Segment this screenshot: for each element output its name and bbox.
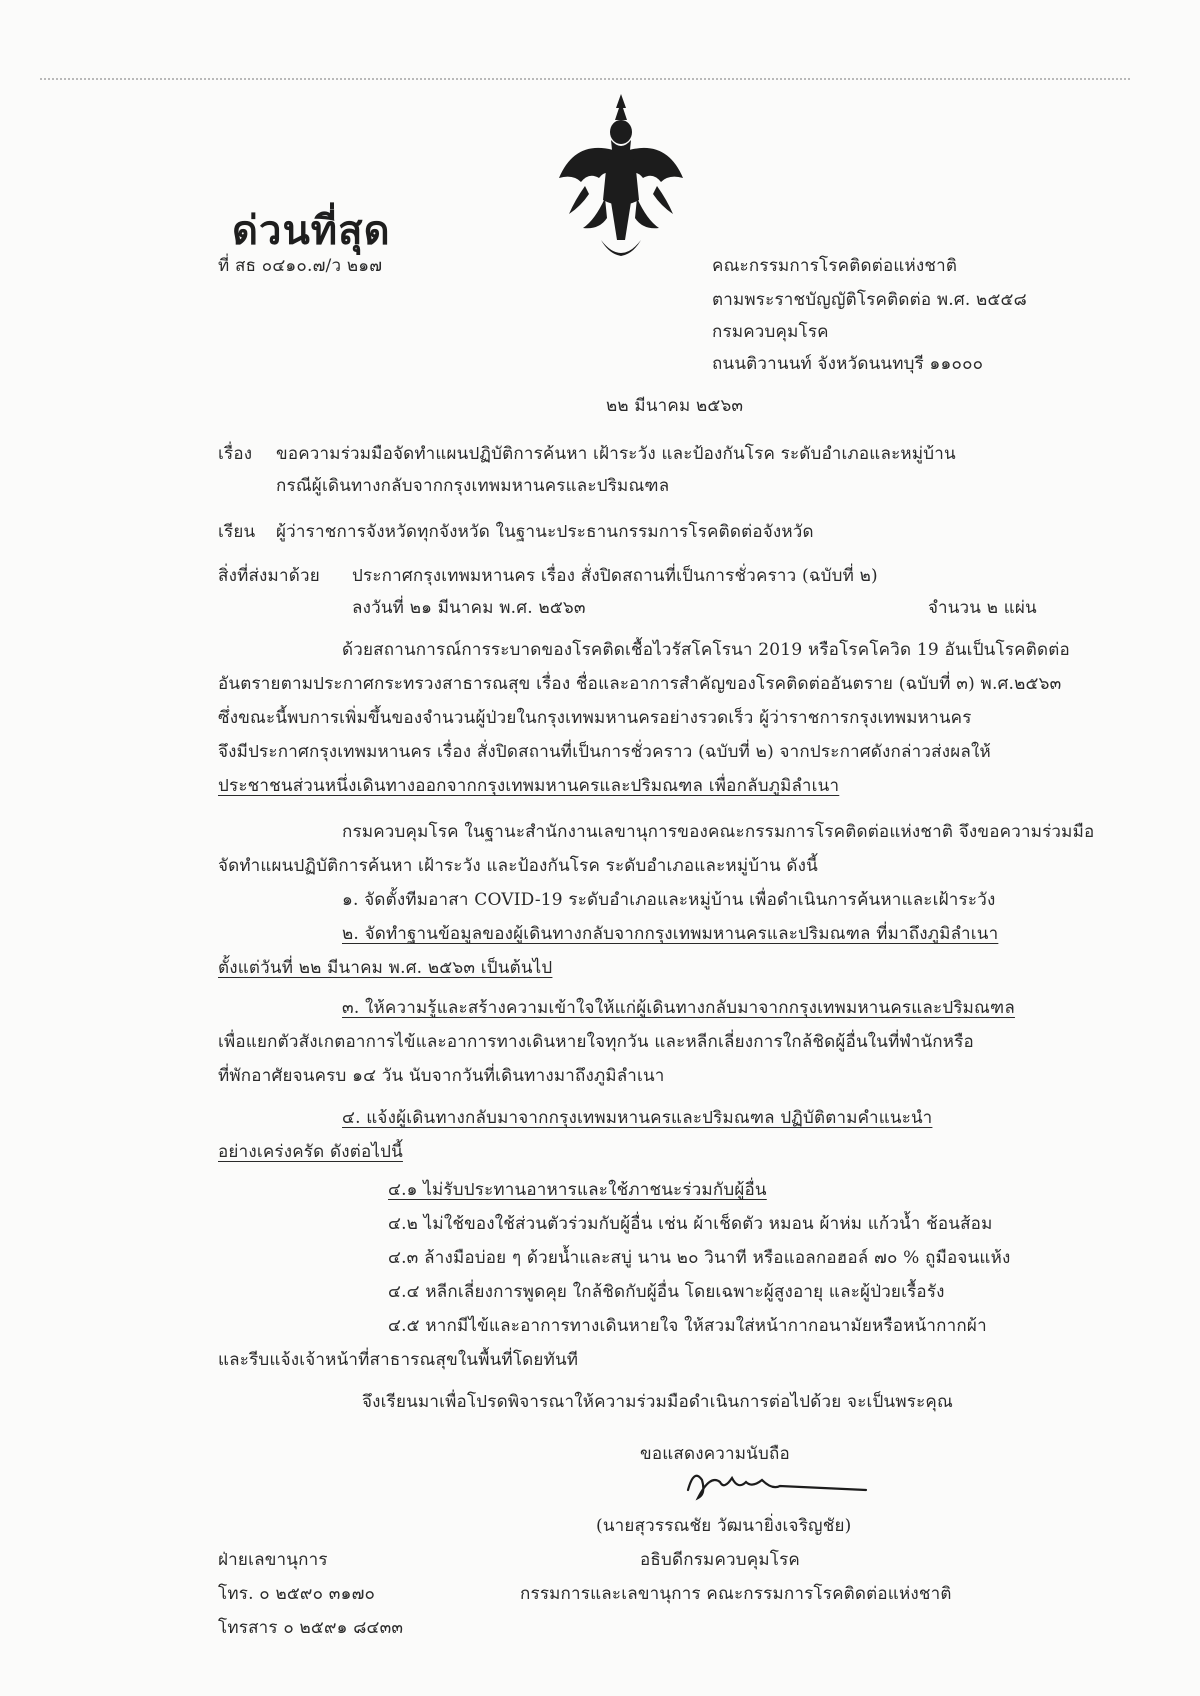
closing-sentence: จึงเรียนมาเพื่อโปรดพิจารณาให้ความร่วมมือดำเนินการต่อไปด้วย จะเป็นพระคุณ xyxy=(362,1392,953,1412)
item-3-line-1: ๓. ให้ความรู้และสร้างความเข้าใจให้แก่ผู้เดินทางกลับมาจากกรุงเทพมหานครและปริมณฑล xyxy=(342,998,1015,1018)
signature-mark xyxy=(680,1460,870,1506)
paragraph-1-line-5: ประชาชนส่วนหนึ่งเดินทางออกจากกรุงเทพมหานครและปริมณฑล เพื่อกลับภูมิลำเนา xyxy=(218,776,840,796)
signatory-title-1: อธิบดีกรมควบคุมโรค xyxy=(640,1550,800,1570)
document-date: ๒๒ มีนาคม ๒๕๖๓ xyxy=(606,396,744,416)
subitem-4-5-line-1: ๔.๕ หากมีไข้และอาการทางเดินหายใจ ให้สวมใส่หน้ากากอนามัยหรือหน้ากากผ้า xyxy=(388,1316,987,1336)
enclosure-line-1: ประกาศกรุงเทพมหานคร เรื่อง สั่งปิดสถานที่เป็นการชั่วคราว (ฉบับที่ ๒) xyxy=(352,566,878,586)
item-3-line-2: เพื่อแยกตัวสังเกตอาการไข้และอาการทางเดินหายใจทุกวัน และหลีกเลี่ยงการใกล้ชิดผู้อื่นในที่พำนักหรือ xyxy=(218,1032,974,1052)
recipient-label: เรียน xyxy=(218,522,256,542)
paragraph-2-line-2: จัดทำแผนปฏิบัติการค้นหา เฝ้าระวัง และป้องกันโรค ระดับอำเภอและหมู่บ้าน ดังนี้ xyxy=(218,856,818,876)
subject-line-1: ขอความร่วมมือจัดทำแผนปฏิบัติการค้นหา เฝ้าระวัง และป้องกันโรค ระดับอำเภอและหมู่บ้าน xyxy=(276,444,956,464)
regards-text: ขอแสดงความนับถือ xyxy=(640,1444,790,1464)
urgency-heading: ด่วนที่สุด xyxy=(232,207,391,254)
item-4-line-1: ๔. แจ้งผู้เดินทางกลับมาจากกรุงเทพมหานครและปริมณฑล ปฏิบัติตามคำแนะนำ xyxy=(342,1108,933,1128)
enclosure-label: สิ่งที่ส่งมาด้วย xyxy=(218,566,320,586)
item-4-line-2: อย่างเคร่งครัด ดังต่อไปนี้ xyxy=(218,1142,403,1162)
footer-department: ฝ่ายเลขานุการ xyxy=(218,1550,328,1570)
footer-fax: โทรสาร ๐ ๒๕๙๑ ๘๔๓๓ xyxy=(218,1618,404,1638)
garuda-emblem-icon xyxy=(555,90,687,268)
enclosure-count: จำนวน ๒ แผ่น xyxy=(928,598,1037,618)
sender-line-4: ถนนติวานนท์ จังหวัดนนทบุรี ๑๑๐๐๐ xyxy=(712,354,984,374)
item-2-line-1: ๒. จัดทำฐานข้อมูลของผู้เดินทางกลับจากกรุงเทพมหานครและปริมณฑล ที่มาถึงภูมิลำเนา xyxy=(342,924,999,944)
scan-artifact-line xyxy=(40,78,1130,80)
sender-line-2: ตามพระราชบัญญัติโรคติดต่อ พ.ศ. ๒๕๕๘ xyxy=(712,290,1027,310)
paragraph-1-line-4: จึงมีประกาศกรุงเทพมหานคร เรื่อง สั่งปิดสถานที่เป็นการชั่วคราว (ฉบับที่ ๒) จากประกาศดังกล่าวส่งผลให้ xyxy=(218,742,991,762)
subject-line-2: กรณีผู้เดินทางกลับจากกรุงเทพมหานครและปริมณฑล xyxy=(276,476,670,496)
sender-line-3: กรมควบคุมโรค xyxy=(712,322,829,342)
subitem-4-3: ๔.๓ ล้างมือบ่อย ๆ ด้วยน้ำและสบู่ นาน ๒๐ วินาที หรือแอลกอฮอล์ ๗๐ % ถูมือจนแห้ง xyxy=(388,1248,1011,1268)
subitem-4-2: ๔.๒ ไม่ใช้ของใช้ส่วนตัวร่วมกับผู้อื่น เช่น ผ้าเช็ดตัว หมอน ผ้าห่ม แก้วน้ำ ช้อนส้อม xyxy=(388,1214,993,1234)
paragraph-2-line-1: กรมควบคุมโรค ในฐานะสำนักงานเลขานุการของคณะกรรมการโรคติดต่อแห่งชาติ จึงขอความร่วมมือ xyxy=(342,822,1095,842)
item-2-line-2: ตั้งแต่วันที่ ๒๒ มีนาคม พ.ศ. ๒๕๖๓ เป็นต้นไป xyxy=(218,958,553,978)
sender-line-1: คณะกรรมการโรคติดต่อแห่งชาติ xyxy=(712,256,958,276)
subitem-4-4: ๔.๔ หลีกเลี่ยงการพูดคุย ใกล้ชิดกับผู้อื่น โดยเฉพาะผู้สูงอายุ และผู้ป่วยเรื้อรัง xyxy=(388,1282,945,1302)
paragraph-1-line-2: อันตรายตามประกาศกระทรวงสาธารณสุข เรื่อง ชื่อและอาการสำคัญของโรคติดต่ออันตราย (ฉบับที่ ๓) พ.ศ.๒๕๖๓ xyxy=(218,674,1062,694)
document-number: ที่ สธ ๐๔๑๐.๗/ว ๒๑๗ xyxy=(218,256,383,276)
signatory-title-2: กรรมการและเลขานุการ คณะกรรมการโรคติดต่อแห่งชาติ xyxy=(520,1584,952,1604)
subject-label: เรื่อง xyxy=(218,444,253,464)
footer-phone: โทร. ๐ ๒๕๙๐ ๓๑๗๐ xyxy=(218,1584,376,1604)
item-3-line-3: ที่พักอาศัยจนครบ ๑๔ วัน นับจากวันที่เดินทางมาถึงภูมิลำเนา xyxy=(218,1066,665,1086)
enclosure-line-2: ลงวันที่ ๒๑ มีนาคม พ.ศ. ๒๕๖๓ xyxy=(352,598,586,618)
paragraph-1-line-1: ด้วยสถานการณ์การระบาดของโรคติดเชื้อไวรัสโคโรนา 2019 หรือโรคโควิด 19 อันเป็นโรคติดต่อ xyxy=(342,640,1070,660)
paragraph-1-line-3: ซึ่งขณะนี้พบการเพิ่มขึ้นของจำนวนผู้ป่วยในกรุงเทพมหานครอย่างรวดเร็ว ผู้ว่าราชการกรุงเทพมหานคร xyxy=(218,708,972,728)
subitem-4-5-line-2: และรีบแจ้งเจ้าหน้าที่สาธารณสุขในพื้นที่โดยทันที xyxy=(218,1350,579,1370)
item-1: ๑. จัดตั้งทีมอาสา COVID-19 ระดับอำเภอและหมู่บ้าน เพื่อดำเนินการค้นหาและเฝ้าระวัง xyxy=(342,890,996,910)
recipient-text: ผู้ว่าราชการจังหวัดทุกจังหวัด ในฐานะประธานกรรมการโรคติดต่อจังหวัด xyxy=(276,522,814,542)
subitem-4-1: ๔.๑ ไม่รับประทานอาหารและใช้ภาชนะร่วมกับผู้อื่น xyxy=(388,1180,767,1200)
signatory-name: (นายสุวรรณชัย วัฒนายิ่งเจริญชัย) xyxy=(596,1516,852,1536)
